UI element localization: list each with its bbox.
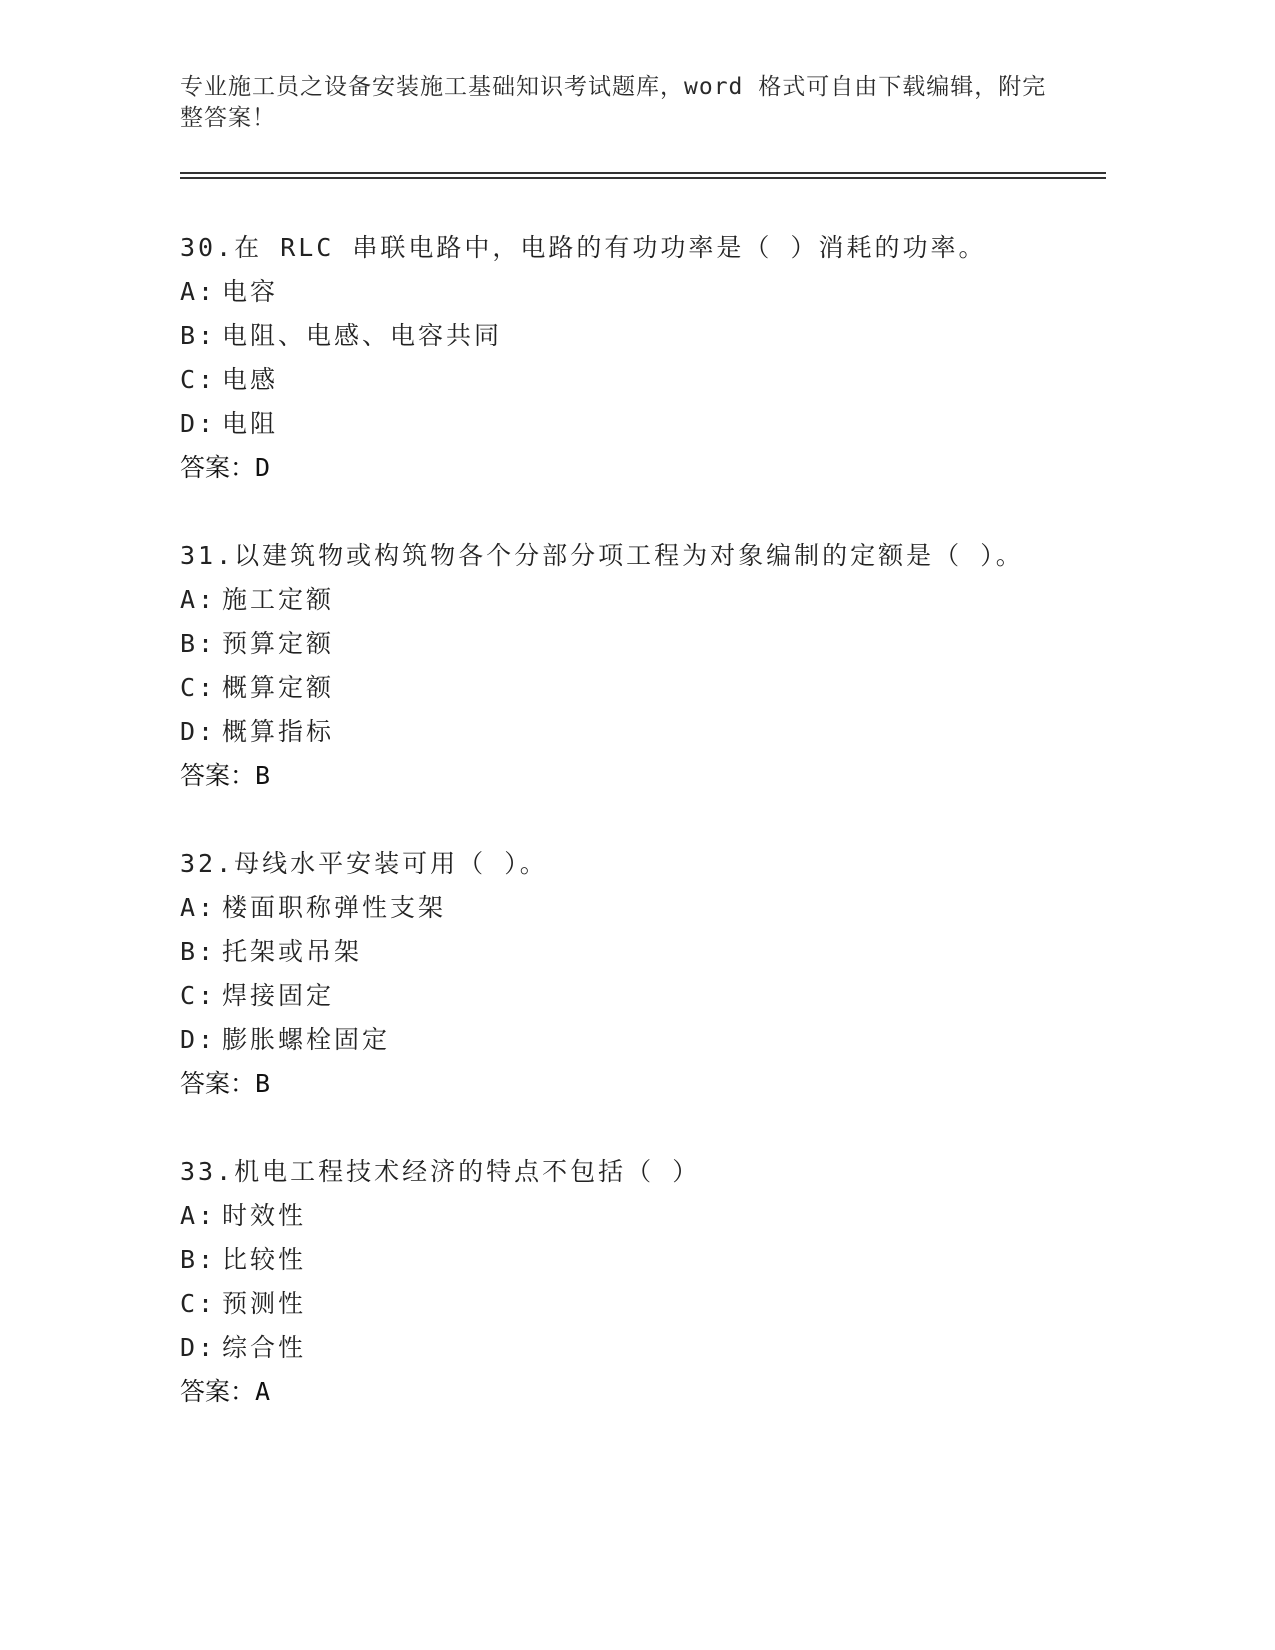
answer-label: 答案： [180,453,256,482]
option-text: 电阻 [222,409,279,438]
option-text: 比较性 [222,1245,307,1274]
answer-value: D [255,453,271,482]
question-list [180,226,1080,1458]
answer-value: B [255,1069,271,1098]
option-text: 膨胀螺栓固定 [222,1025,391,1054]
option-b [180,930,1080,974]
question-text: 以建筑物或构筑物各个分部分项工程为对象编制的定额是（ ）。 [234,541,1024,570]
question-30 [180,226,1080,490]
option-c [180,358,1080,402]
question-number: 32. [180,849,235,878]
option-text: 施工定额 [222,585,335,614]
answer-value: B [255,761,271,790]
answer-label: 答案： [180,1377,256,1406]
answer-line [180,1062,1080,1106]
option-a [180,270,1080,314]
option-key: B: [180,629,217,658]
option-c [180,974,1080,1018]
header-line-2: 整答案！ [180,105,276,131]
option-key: A: [180,1201,217,1230]
option-key: D: [180,1025,217,1054]
option-d [180,402,1080,446]
option-text: 概算定额 [222,673,335,702]
option-key: C: [180,365,217,394]
option-a [180,578,1080,622]
option-key: C: [180,1289,217,1318]
option-key: D: [180,717,217,746]
option-text: 楼面职称弹性支架 [222,893,447,922]
option-key: A: [180,585,217,614]
question-number: 31. [180,541,235,570]
option-key: D: [180,409,217,438]
option-b [180,1238,1080,1282]
question-stem [180,226,1080,270]
answer-label: 答案： [180,761,256,790]
option-key: B: [180,1245,217,1274]
option-key: B: [180,321,217,350]
question-stem [180,534,1080,578]
answer-value: A [255,1377,271,1406]
option-a [180,886,1080,930]
option-text: 电阻、电感、电容共同 [222,321,503,350]
option-key: C: [180,673,217,702]
option-text: 预算定额 [222,629,335,658]
header-rule-bottom [180,177,1106,179]
option-b [180,314,1080,358]
answer-line [180,1370,1080,1414]
option-text: 电感 [222,365,279,394]
question-31 [180,534,1080,798]
header-line-1: 专业施工员之设备安装施工基础知识考试题库，word 格式可自由下载编辑，附完 [180,74,1047,100]
option-key: A: [180,893,217,922]
option-d [180,1018,1080,1062]
option-text: 综合性 [222,1333,307,1362]
header-rule-top [180,172,1106,174]
answer-line [180,754,1080,798]
document-header [180,72,1060,134]
option-text: 概算指标 [222,717,335,746]
question-stem [180,842,1080,886]
option-d [180,710,1080,754]
question-text: 在 RLC 串联电路中，电路的有功功率是（ ）消耗的功率。 [234,233,987,262]
question-text: 母线水平安装可用（ ）。 [234,849,548,878]
question-32 [180,842,1080,1106]
answer-label: 答案： [180,1069,256,1098]
answer-line [180,446,1080,490]
option-text: 焊接固定 [222,981,335,1010]
question-33 [180,1150,1080,1414]
option-text: 托架或吊架 [222,937,363,966]
question-number: 30. [180,233,235,262]
question-text: 机电工程技术经济的特点不包括（ ） [234,1157,701,1186]
option-d [180,1326,1080,1370]
option-text: 电容 [222,277,279,306]
option-a [180,1194,1080,1238]
option-key: C: [180,981,217,1010]
question-number: 33. [180,1157,235,1186]
option-text: 时效性 [222,1201,307,1230]
option-key: B: [180,937,217,966]
option-key: A: [180,277,217,306]
option-b [180,622,1080,666]
question-stem [180,1150,1080,1194]
option-c [180,1282,1080,1326]
option-text: 预测性 [222,1289,307,1318]
option-key: D: [180,1333,217,1362]
option-c [180,666,1080,710]
